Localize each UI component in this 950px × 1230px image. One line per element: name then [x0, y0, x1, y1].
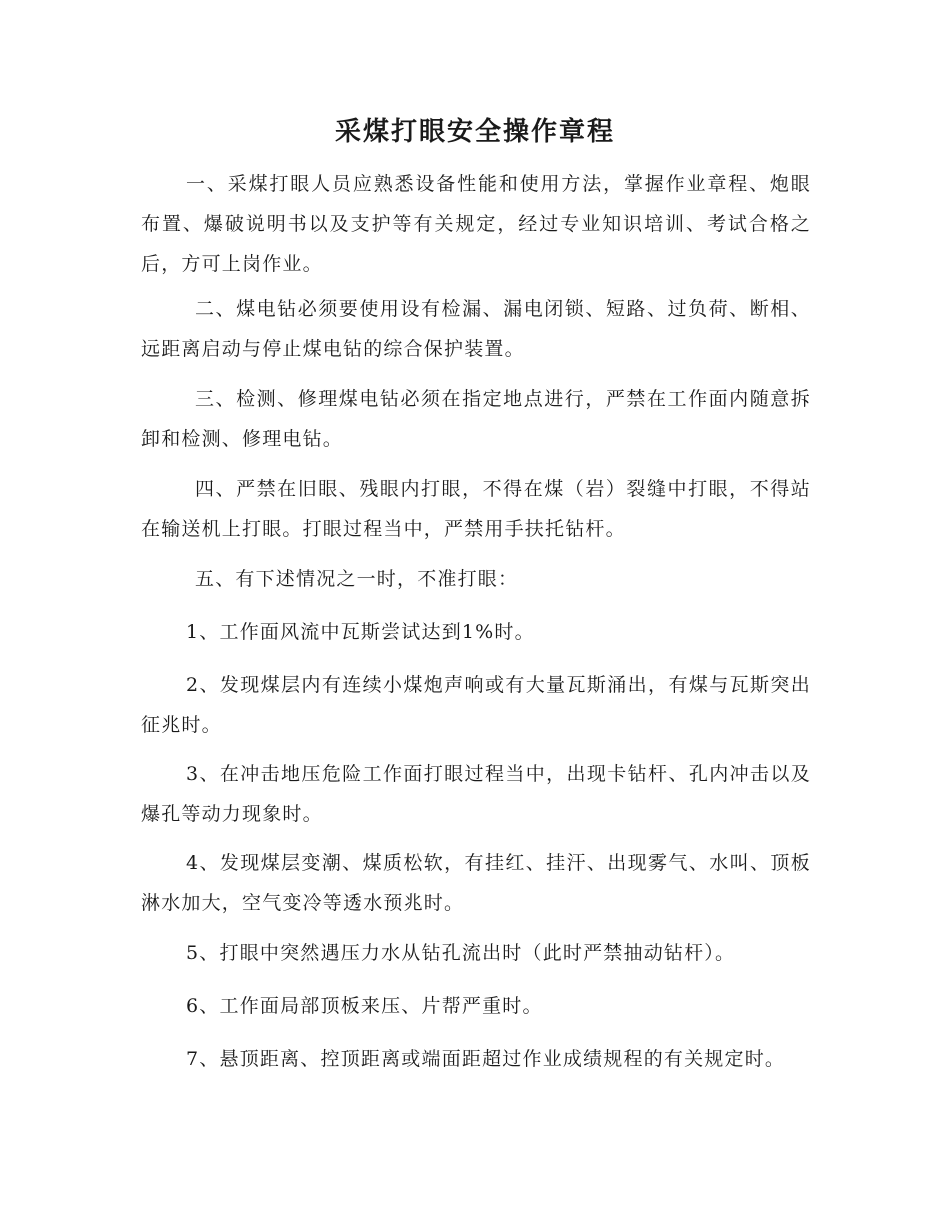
list-item-7: 7、悬顶距离、控顶距离或端面距超过作业成绩规程的有关规定时。: [186, 1048, 786, 1070]
paragraph-3: 三、检测、修理煤电钻必须在指定地点进行，严禁在工作面内随意拆卸和检测、修理电钻。: [141, 388, 811, 450]
list-item-4: 4、发现煤层变潮、煤质松软，有挂红、挂汗、出现雾气、水叫、顶板淋水加大，空气变冷等透水预兆时。: [141, 852, 811, 914]
list-item-3: 3、在冲击地压危险工作面打眼过程当中，出现卡钻杆、孔内冲击以及爆孔等动力现象时。: [141, 763, 811, 825]
paragraph-2: 二、煤电钻必须要使用设有检漏、漏电闭锁、短路、过负荷、断相、远距离启动与停止煤电钻的综合保护装置。: [141, 298, 811, 360]
document-title: 采煤打眼安全操作章程: [334, 117, 615, 147]
list-item-5: 5、打眼中突然遇压力水从钻孔流出时（此时严禁抽动钻杆）。: [186, 942, 736, 964]
list-item-1: 1、工作面风流中瓦斯尝试达到1%时。: [186, 621, 535, 643]
paragraph-1: 一、采煤打眼人员应熟悉设备性能和使用方法，掌握作业章程、炮眼布置、爆破说明书以及支护等有关规定，经过专业知识培训、考试合格之后，方可上岗作业。: [141, 173, 811, 275]
paragraph-4: 四、严禁在旧眼、残眼内打眼，不得在煤（岩）裂缝中打眼，不得站在输送机上打眼。打眼过程当中，严禁用手扶托钻杆。: [141, 478, 811, 540]
list-item-6: 6、工作面局部顶板来压、片帮严重时。: [186, 995, 543, 1017]
paragraph-5: 五、有下述情况之一时，不准打眼：: [195, 568, 519, 590]
list-item-2: 2、发现煤层内有连续小煤炮声响或有大量瓦斯涌出，有煤与瓦斯突出征兆时。: [141, 674, 811, 736]
